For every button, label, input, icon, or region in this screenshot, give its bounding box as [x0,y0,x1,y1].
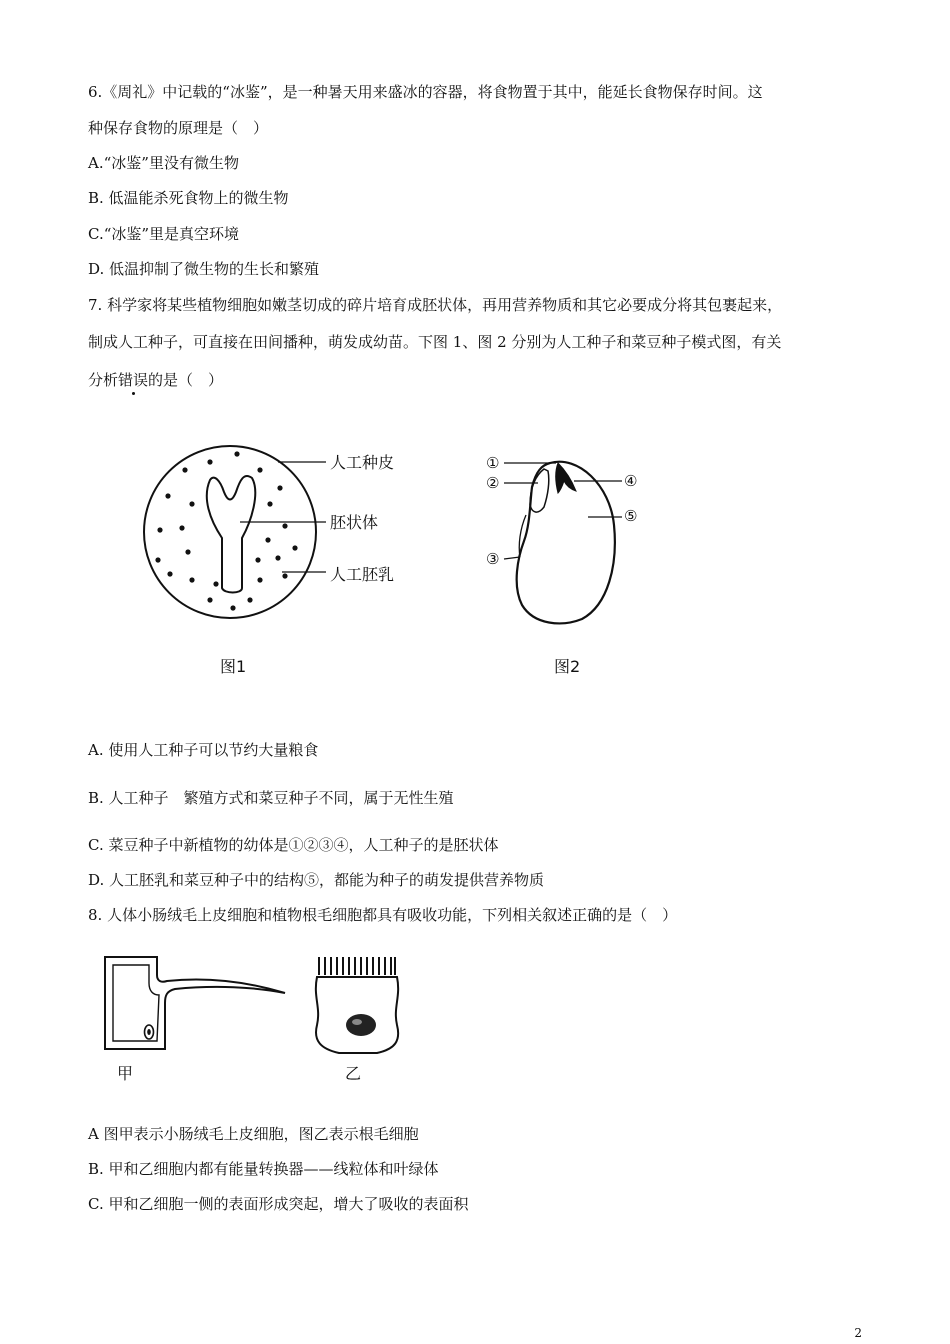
label-fig2-5: ⑤ [624,507,638,525]
q6-option-d: D. 低温抑制了微生物的生长和繁殖 [88,260,320,278]
label-fig2-1: ① [486,454,500,472]
label-jia: 甲 [117,1064,134,1083]
q7-stem-line3-post: 的是（ ） [148,371,224,389]
q7-stem-line1: 7. 科学家将某些植物细胞如嫩茎切成的碎片培育成胚状体，再用营养物质和其它必要成分将其包裹起来， [88,296,783,314]
q6-stem-line2: 种保存食物的原理是（ ） [88,119,269,137]
q8-stem: 8. 人体小肠绒毛上皮细胞和植物根毛细胞都具有吸收功能，下列相关叙述正确的是（ ） [88,906,678,924]
q6-option-a: A.“冰鉴”里没有微生物 [88,154,239,172]
label-artificial-endosperm: 人工胚乳 [330,565,395,584]
q7-stem-line3 [88,370,223,390]
q6-option-c: C.“冰鉴”里是真空环境 [88,225,240,243]
label-yi: 乙 [345,1064,362,1083]
label-fig2-2: ② [486,474,500,492]
page-number: 2 [854,1326,862,1340]
q6-stem-line1: 6.《周礼》中记载的“冰鉴”，是一种暑天用来盛冰的容器，将食物置于其中，能延长食物保存时间。这 [88,83,763,101]
figure-absorbing-cells [95,945,415,1090]
q7-option-b: B. 人工种子 繁殖方式和菜豆种子不同，属于无性生殖 [88,789,454,807]
caption-fig2: 图2 [554,657,581,676]
q7-option-d: D. 人工胚乳和菜豆种子中的结构⑤，都能为种子的萌发提供营养物质 [88,871,545,889]
q8-option-c: C. 甲和乙细胞一侧的表面形成突起，增大了吸收的表面积 [88,1195,469,1213]
caption-fig1: 图1 [220,657,247,676]
q7-stem-line2: 制成人工种子，可直接在田间播种，萌发成幼苗。下图 1、图 2 分别为人工种子和菜豆种子模式图，有关 [88,333,782,351]
q8-option-b: B. 甲和乙细胞内都有能量转换器——线粒体和叶绿体 [88,1160,439,1178]
q8-option-a: A 图甲表示小肠绒毛上皮细胞，图乙表示根毛细胞 [88,1125,419,1143]
label-artificial-coat: 人工种皮 [330,453,395,472]
q6-option-b: B. 低温能杀死食物上的微生物 [88,189,289,207]
label-embryoid: 胚状体 [330,513,379,532]
label-fig2-3: ③ [486,550,500,568]
q7-option-c: C. 菜豆种子中新植物的幼体是①②③④，人工种子的是胚状体 [88,836,499,854]
label-fig2-4: ④ [624,472,638,490]
figure-artificial-seed [140,440,420,680]
figure-bean-seed [470,445,670,680]
q7-emphasis-wrong: 错误 [118,371,149,389]
q7-stem-line3-pre: 分析 [88,371,119,389]
q7-option-a: A. 使用人工种子可以节约大量粮食 [88,741,319,759]
